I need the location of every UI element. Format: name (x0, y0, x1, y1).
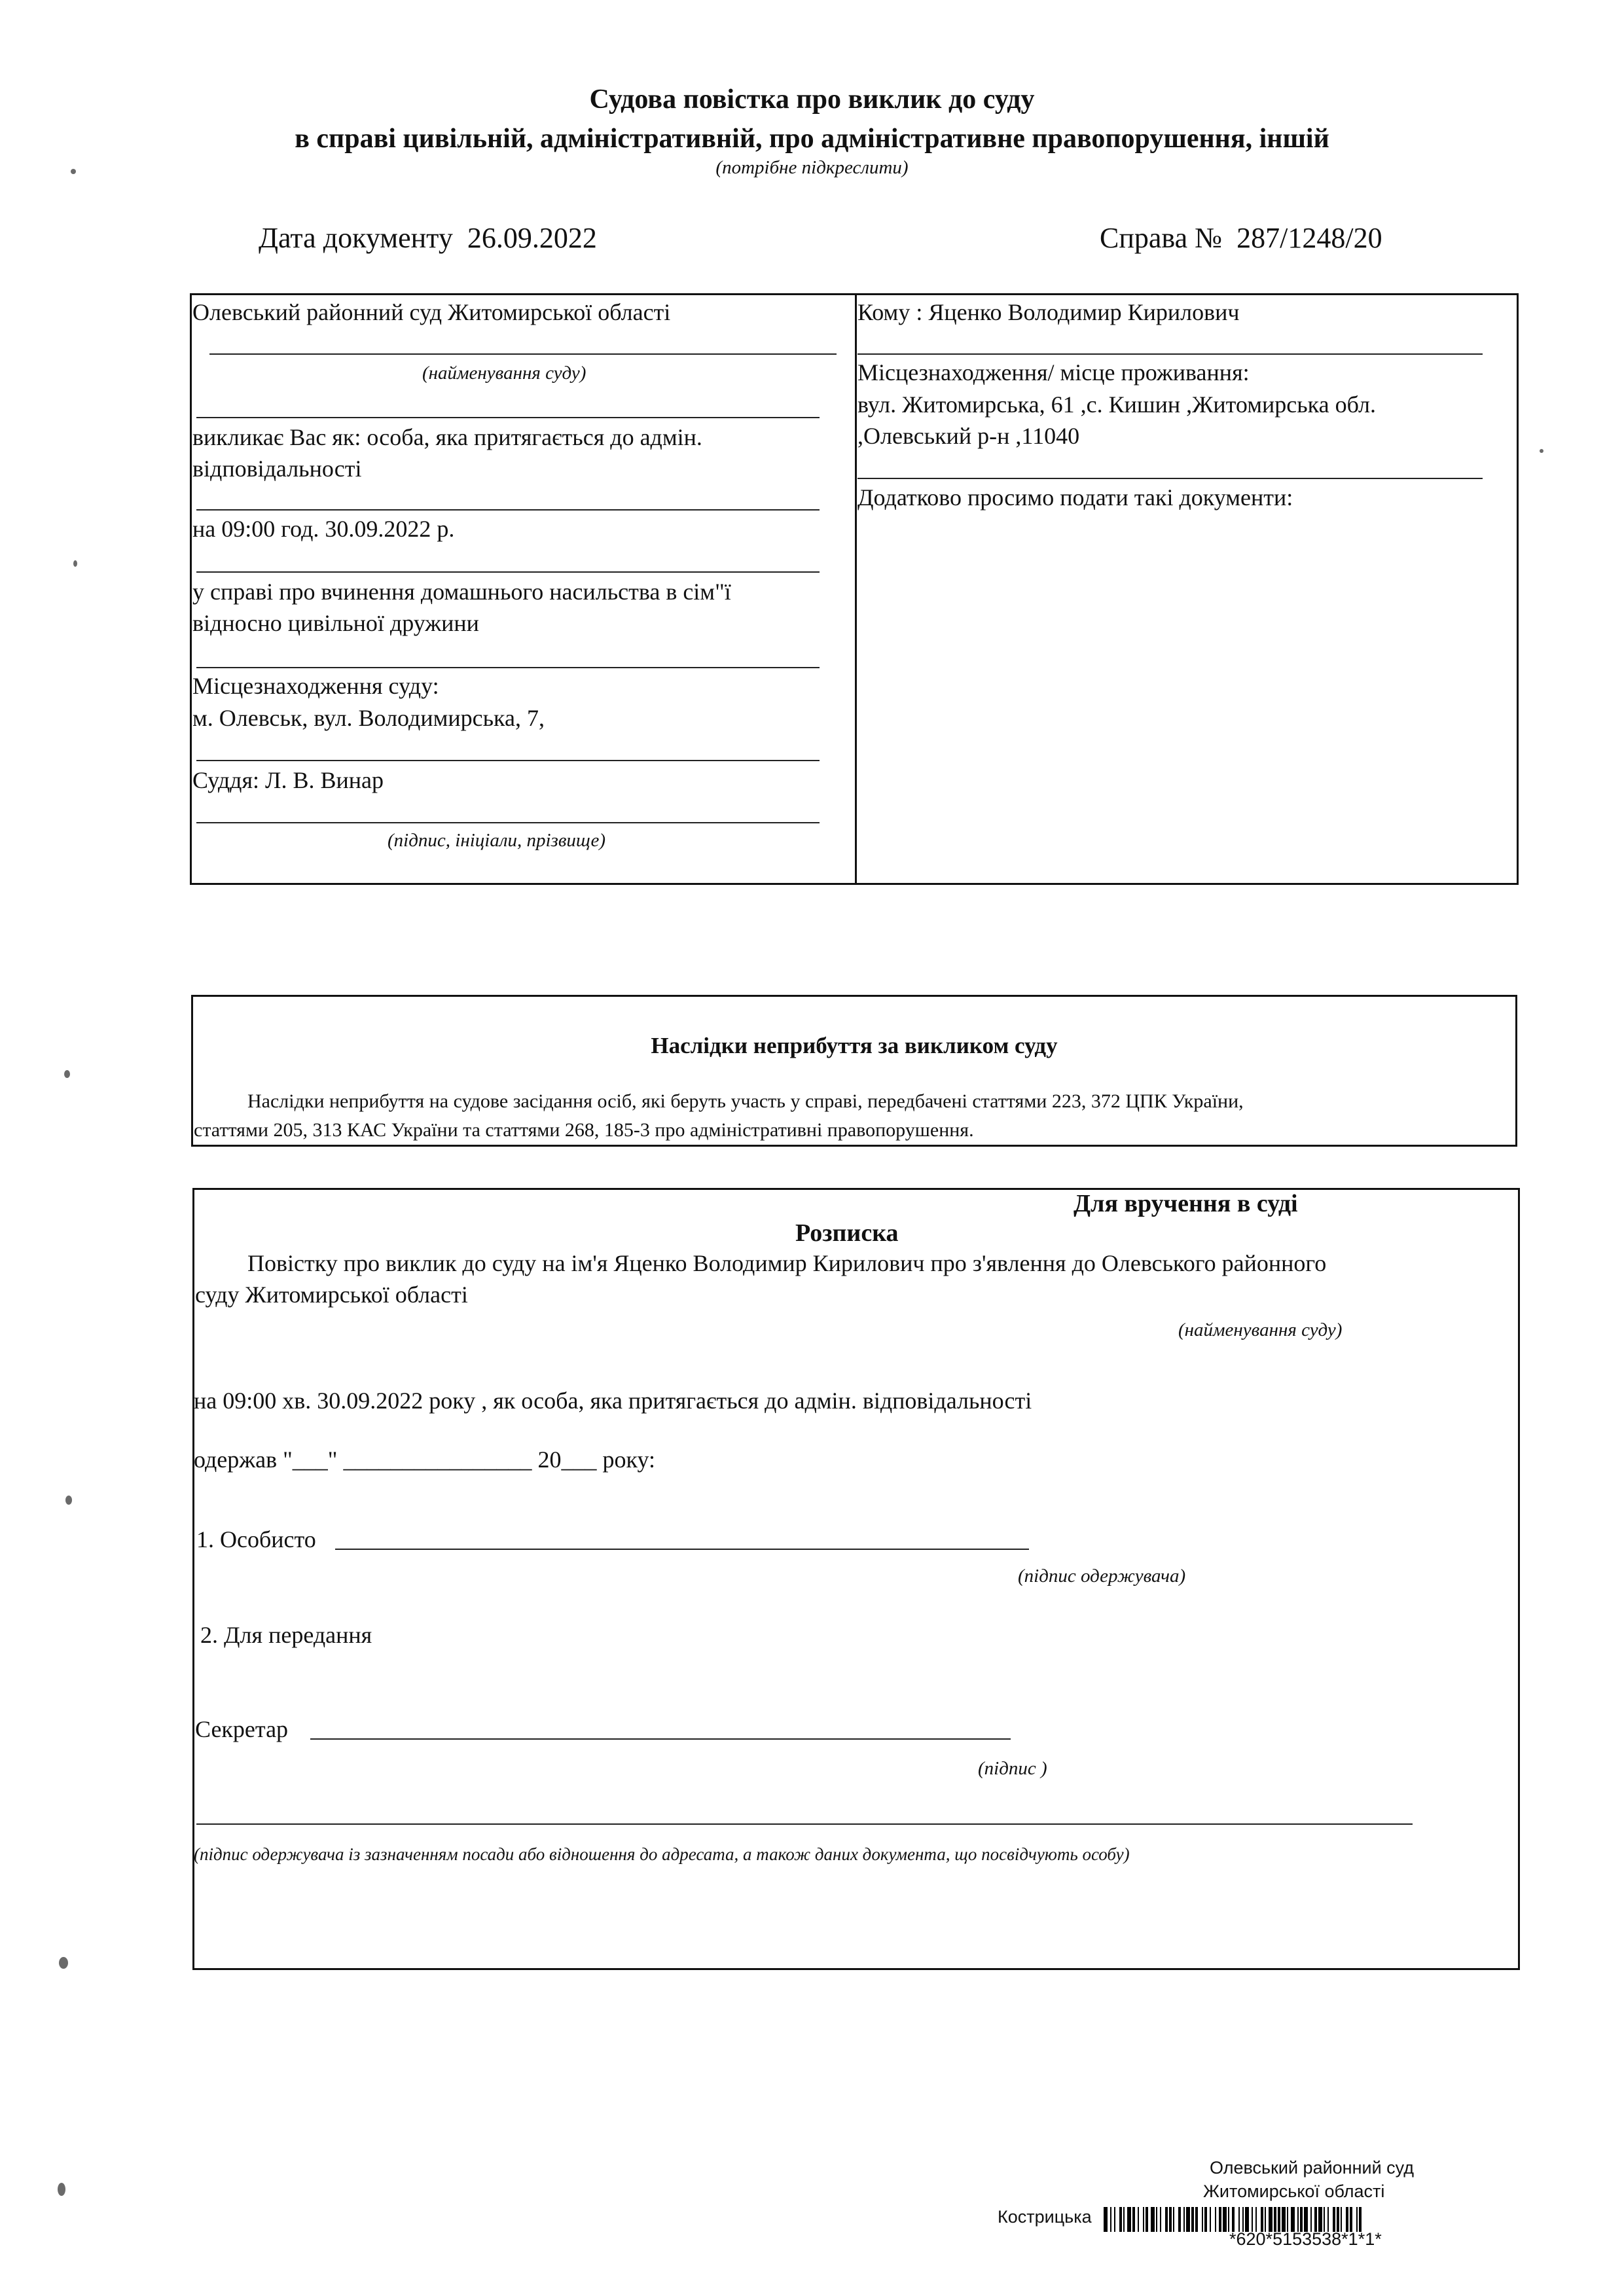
receipt-text: Повістку про виклик до суду на ім'я Яценко Володимир Кирилович про з'явлення до Олевського районного (247, 1250, 1327, 1276)
stamp-court-name: Олевський районний суд (1210, 2158, 1415, 2178)
recipient-address-label: Місцезнаходження/ місце проживання: (857, 359, 1250, 386)
stamp-court-region: Житомирської області (1203, 2181, 1385, 2201)
document-date-label: Дата документу (259, 222, 453, 254)
document-title: Судова повістка про виклик до суду (589, 84, 1035, 115)
document-date (259, 221, 597, 255)
scan-speck (65, 1496, 72, 1505)
divider-line (196, 509, 820, 511)
consequences-text-cont: статтями 205, 313 КАС України та статтями 268, 185-3 про адміністративні правопорушення. (194, 1119, 974, 1141)
barcode (1104, 2207, 1532, 2232)
document-date-value: 26.09.2022 (467, 222, 597, 254)
secretary-signature-line (310, 1738, 1011, 1740)
court-location-label: Місцезнаходження суду: (192, 673, 439, 699)
personal-signature-line (335, 1549, 1029, 1550)
judge-name: Суддя: Л. В. Винар (192, 767, 384, 793)
document-subtitle: в справі цивільній, адміністративній, про адміністративне правопорушення, іншій (295, 124, 1329, 154)
personal-signature-hint: (підпис одержувача) (1018, 1566, 1186, 1587)
judge-signature-line (196, 822, 820, 823)
hearing-time: на 09:00 год. 30.09.2022 р. (192, 516, 455, 542)
case-subject: у справі про вчинення домашнього насильства в сім"ї (192, 579, 731, 605)
scan-speck (1540, 449, 1543, 453)
case-number-value: 287/1248/20 (1236, 222, 1382, 254)
scan-speck (73, 560, 77, 567)
secretary-label: Секретар (195, 1716, 289, 1742)
court-name-hint: (найменування суду) (422, 363, 586, 384)
consequences-text: Наслідки неприбуття на судове засідання осіб, які беруть участь у справі, передбачені статтями 223, 372 ЦПК України, (247, 1090, 1244, 1112)
scan-speck (59, 1957, 68, 1969)
recipient-line (857, 353, 1483, 355)
recipient-address: вул. Житомирська, 61 ,с. Кишин ,Житомирська обл. (857, 391, 1376, 418)
judge-signature-hint: (підпис, ініціали, прізвище) (388, 830, 606, 851)
secretary-signature-hint: (підпис ) (978, 1758, 1047, 1779)
divider-line (196, 571, 820, 573)
divider-line (196, 667, 820, 668)
consequences-title: Наслідки неприбуття за викликом суду (651, 1033, 1058, 1058)
case-subject-cont: відносно цивільної дружини (192, 610, 479, 636)
recipient-address-cont: ,Олевський р-н ,11040 (857, 423, 1080, 449)
summons-role: викликає Вас як: особа, яка притягається до адмін. (192, 424, 702, 450)
barcode-number: *620*5153538*1*1* (1229, 2229, 1382, 2249)
received-date-line: одержав "___" ________________ 20___ року: (194, 1446, 656, 1473)
divider-line (196, 760, 820, 761)
court-name: Олевський районний суд Житомирської області (192, 299, 671, 325)
divider-line (196, 417, 820, 418)
scan-speck (64, 1070, 70, 1078)
recipient-signature-hint: (підпис одержувача із зазначенням посади або відношення до адресата, а також даних документа, що посвідчують особу) (194, 1844, 1130, 1864)
transfer-label: 2. Для передання (200, 1622, 372, 1648)
court-name-line (209, 353, 837, 355)
recipient: Кому : Яценко Володимир Кирилович (857, 299, 1240, 325)
receipt-court-hint: (найменування суду) (1178, 1319, 1343, 1340)
extra-documents-label: Додатково просимо подати такі документи: (857, 484, 1293, 511)
address-line (857, 478, 1483, 479)
personal-label: 1. Особисто (196, 1526, 316, 1552)
scan-speck (58, 2183, 65, 2196)
scan-speck (71, 169, 76, 174)
court-location: м. Олевськ, вул. Володимирська, 7, (192, 705, 545, 731)
underline-note: (потрібне підкреслити) (715, 157, 909, 178)
summons-role-cont: відповідальності (192, 456, 362, 482)
receipt-time: на 09:00 хв. 30.09.2022 року , як особа, яка притягається до адмін. відповідальності (194, 1388, 1032, 1414)
clerk-name: Кострицька (998, 2207, 1092, 2227)
recipient-signature-line (196, 1823, 1413, 1825)
case-number (1100, 221, 1382, 255)
receipt-title: Розписка (795, 1219, 899, 1247)
barcode-bar (1362, 2207, 1363, 2232)
receipt-text-cont: суду Житомирської області (195, 1282, 468, 1308)
case-number-label: Справа № (1100, 222, 1223, 254)
for-court-delivery: Для вручення в суді (1074, 1190, 1298, 1217)
column-divider (855, 293, 857, 885)
